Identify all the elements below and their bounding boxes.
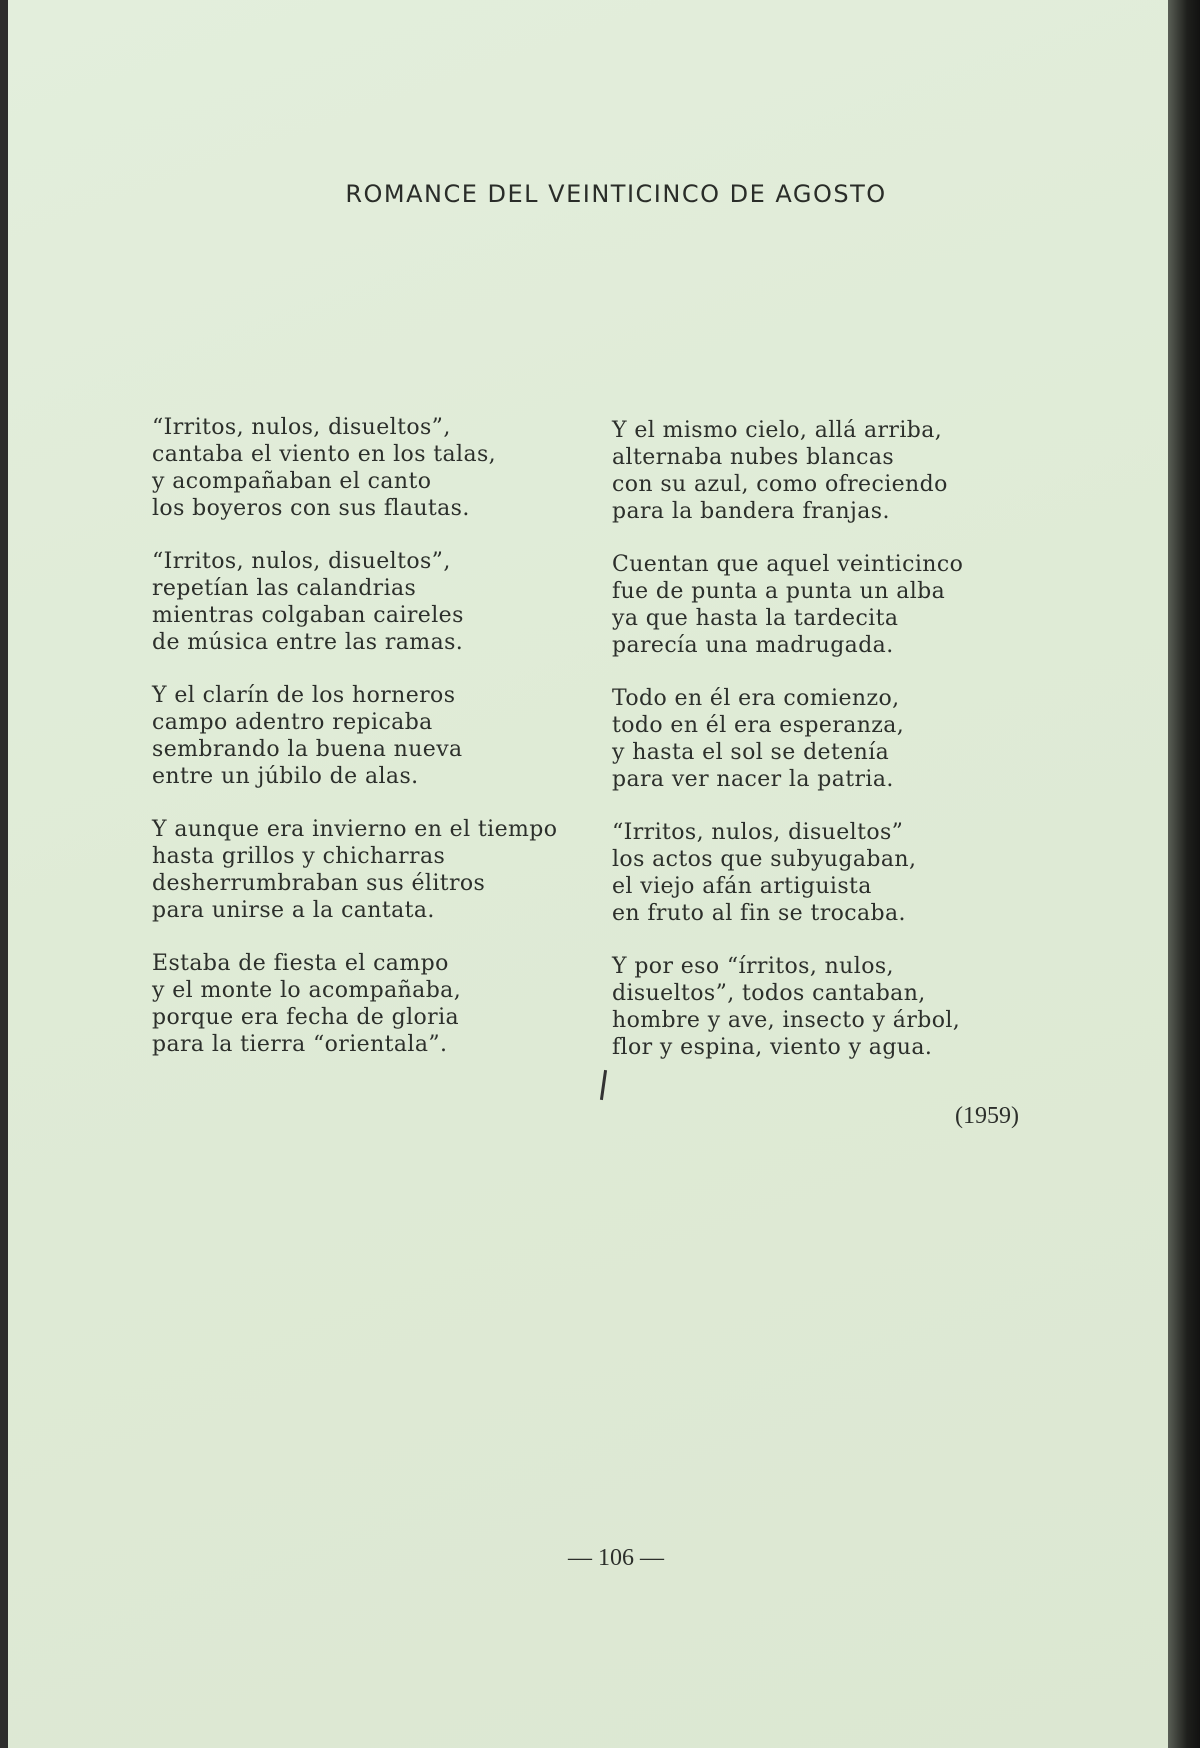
verse-line: con su azul, como ofreciendo bbox=[612, 472, 948, 497]
verse-line: de música entre las ramas. bbox=[152, 630, 464, 655]
verse-line: fue de punta a punta un alba bbox=[612, 579, 946, 604]
poem-title: ROMANCE DEL VEINTICINCO DE AGOSTO bbox=[345, 180, 887, 208]
verse-line: Y por eso “írritos, nulos, bbox=[612, 954, 894, 979]
verse-line: hasta grillos y chicharras bbox=[152, 844, 446, 869]
page-left-edge bbox=[0, 0, 8, 1748]
verse-line: “Irritos, nulos, disueltos” bbox=[612, 820, 904, 845]
stanza bbox=[152, 816, 622, 924]
verse-line: porque era fecha de gloria bbox=[152, 1005, 460, 1030]
verse-line: alternaba nubes blancas bbox=[612, 445, 895, 470]
stanza bbox=[152, 950, 622, 1058]
left-column bbox=[152, 414, 622, 1084]
verse-line: “Irritos, nulos, disueltos”, bbox=[152, 415, 451, 440]
verse-line: todo en él era esperanza, bbox=[612, 713, 905, 738]
verse-line: para la bandera franjas. bbox=[612, 499, 890, 524]
verse-line: para unirse a la cantata. bbox=[152, 898, 435, 923]
verse-line: Y el clarín de los horneros bbox=[152, 683, 456, 708]
stanza bbox=[612, 551, 1082, 659]
stanza bbox=[612, 685, 1082, 793]
verse-line: disueltos”, todos cantaban, bbox=[612, 981, 926, 1006]
verse-line: entre un júbilo de alas. bbox=[152, 764, 419, 789]
verse-line: mientras colgaban caireles bbox=[152, 603, 464, 628]
stanza bbox=[612, 819, 1082, 927]
verse-line: Cuentan que aquel veinticinco bbox=[612, 552, 964, 577]
verse-line: Y el mismo cielo, allá arriba, bbox=[612, 418, 943, 443]
verse-line: los boyeros con sus flautas. bbox=[152, 496, 470, 521]
verse-line: cantaba el viento en los talas, bbox=[152, 442, 497, 467]
verse-line: repetían las calandrias bbox=[152, 576, 417, 601]
verse-line: parecía una madrugada. bbox=[612, 633, 894, 658]
stanza bbox=[612, 953, 1082, 1061]
verse-line: el viejo afán artiguista bbox=[612, 874, 872, 899]
stanza bbox=[152, 548, 622, 656]
stanza bbox=[152, 414, 622, 522]
verse-line: flor y espina, viento y agua. bbox=[612, 1035, 933, 1060]
verse-line: para la tierra “orientala”. bbox=[152, 1032, 448, 1057]
poem-date: (1959) bbox=[955, 1103, 1019, 1129]
verse-line: sembrando la buena nueva bbox=[152, 737, 463, 762]
verse-line: para ver nacer la patria. bbox=[612, 767, 894, 792]
verse-line: “Irritos, nulos, disueltos”, bbox=[152, 549, 451, 574]
verse-line: y el monte lo acompañaba, bbox=[152, 978, 462, 1003]
verse-line: y acompañaban el canto bbox=[152, 469, 432, 494]
stanza bbox=[152, 682, 622, 790]
page-number: — 106 — bbox=[568, 1545, 664, 1571]
verse-line: Y aunque era invierno en el tiempo bbox=[152, 817, 558, 842]
verse-line: los actos que subyugaban, bbox=[612, 847, 917, 872]
right-column bbox=[612, 417, 1082, 1087]
verse-line: campo adentro repicaba bbox=[152, 710, 433, 735]
page-right-edge bbox=[1168, 0, 1200, 1748]
verse-line: Todo en él era comienzo, bbox=[612, 686, 900, 711]
verse-line: y hasta el sol se detenía bbox=[612, 740, 890, 765]
verse-line: hombre y ave, insecto y árbol, bbox=[612, 1008, 961, 1033]
verse-line: en fruto al fin se trocaba. bbox=[612, 901, 906, 926]
stanza bbox=[612, 417, 1082, 525]
verse-line: desherrumbraban sus élitros bbox=[152, 871, 486, 896]
verse-line: ya que hasta la tardecita bbox=[612, 606, 899, 631]
verse-line: Estaba de fiesta el campo bbox=[152, 951, 449, 976]
